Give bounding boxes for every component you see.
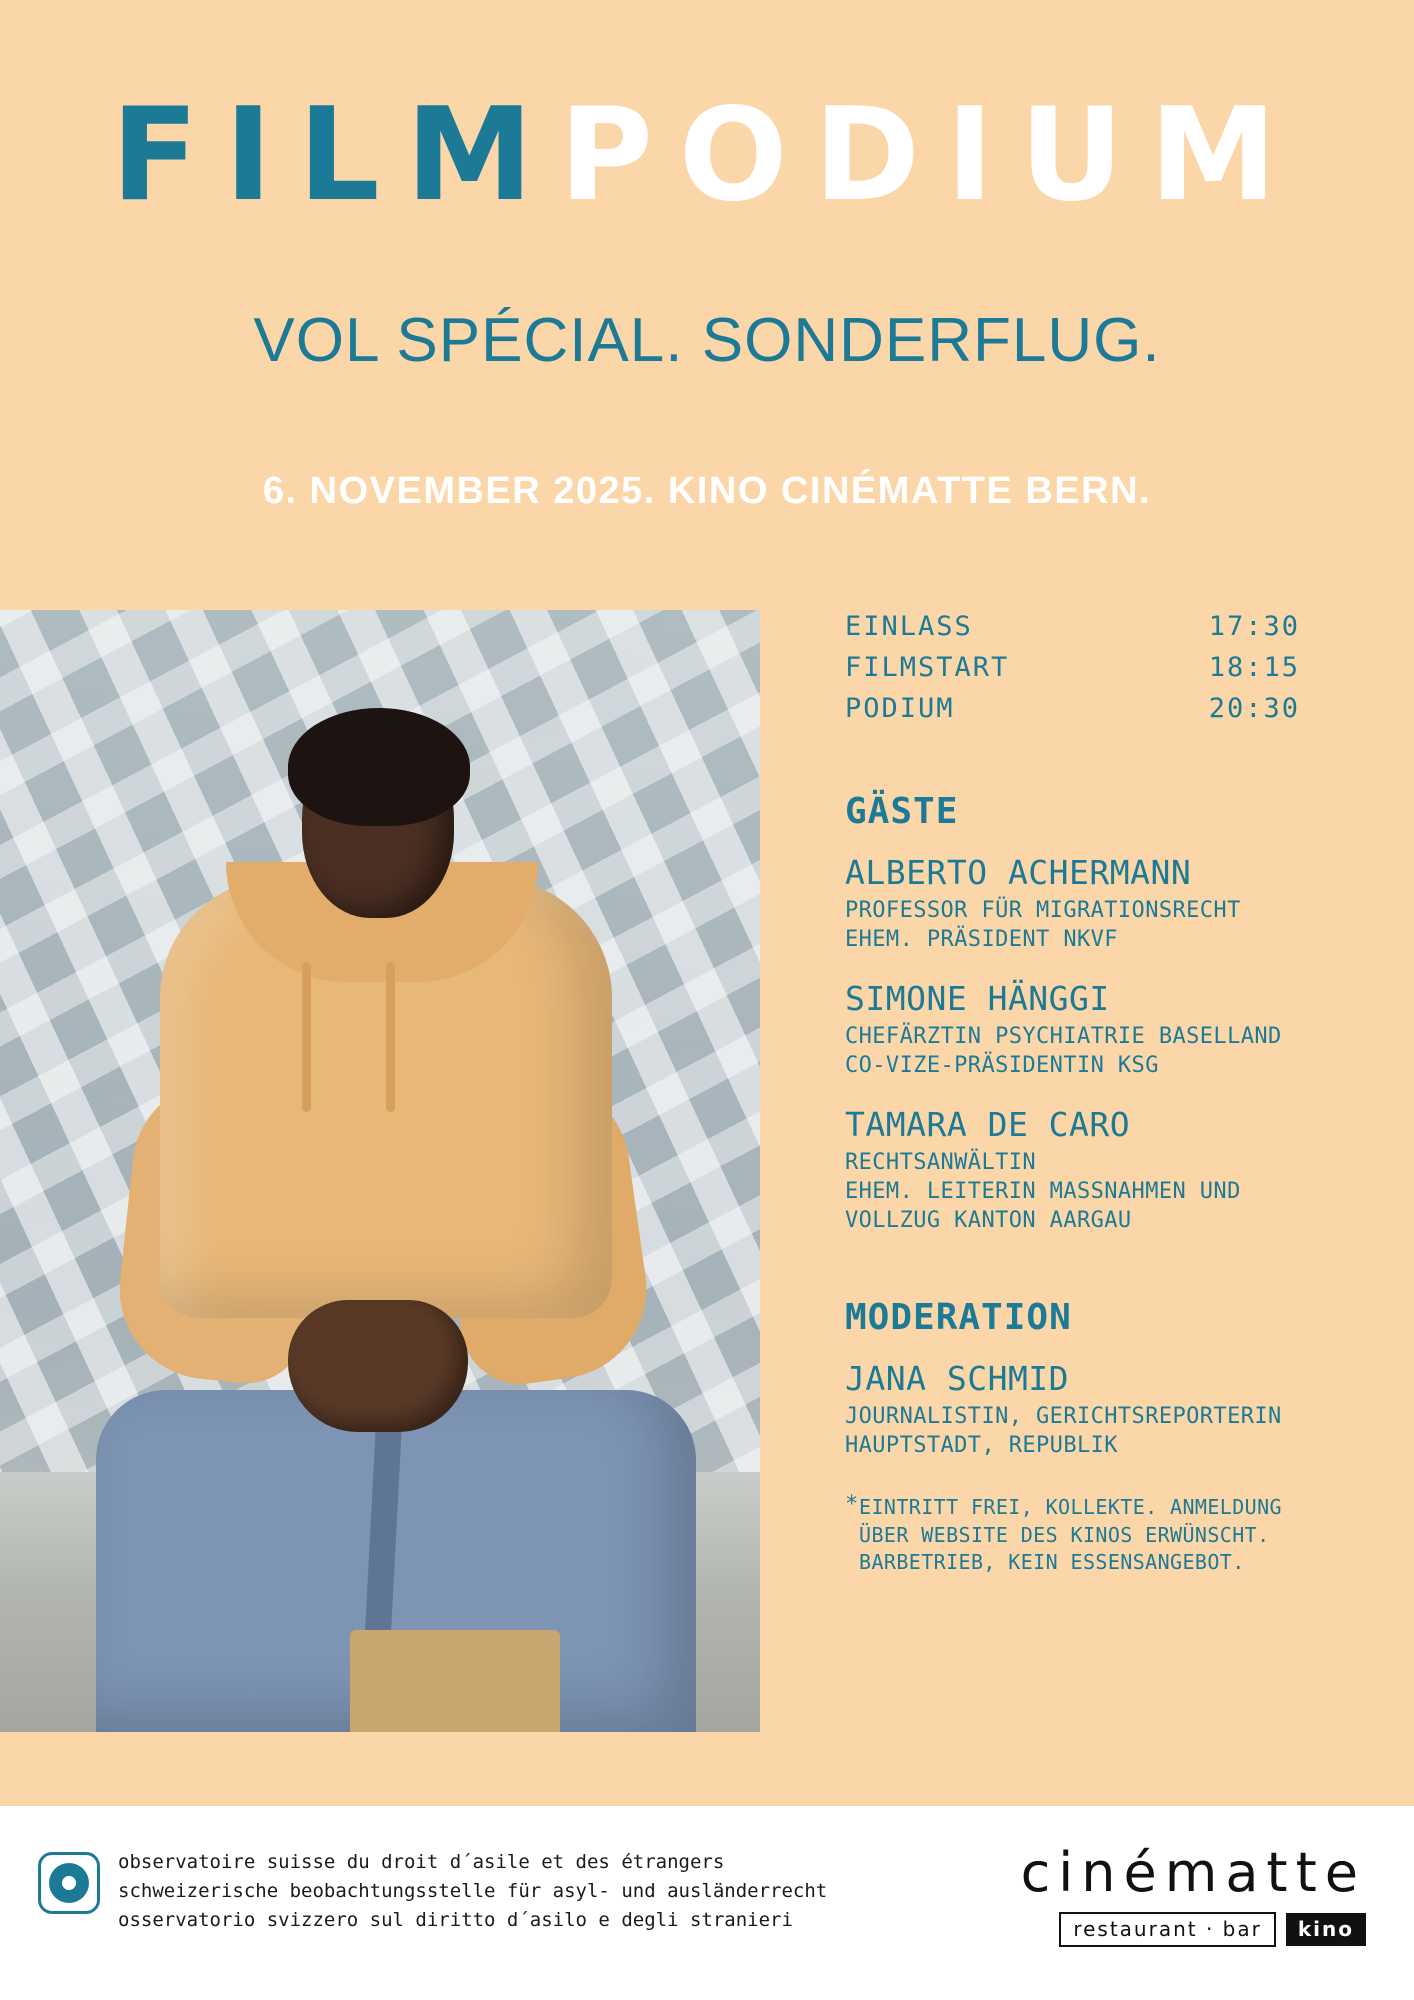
- venue-name: cinématte: [1020, 1841, 1366, 1904]
- schedule-time: 20:30: [1208, 693, 1300, 725]
- moderator-role: [845, 1402, 1305, 1460]
- schedule-row: [845, 606, 1300, 647]
- venue-kino-badge: kino: [1286, 1913, 1366, 1946]
- moderator-item: [845, 1360, 1305, 1460]
- title-film: FILM: [111, 81, 560, 230]
- guest-role-line: RECHTSANWÄLTIN: [845, 1150, 1037, 1176]
- schedule-row: [845, 647, 1300, 688]
- guest-role-line: PROFESSOR FÜR MIGRATIONSRECHT: [845, 898, 1241, 924]
- moderation-heading: MODERATION: [845, 1297, 1072, 1339]
- schedule-label: FILMSTART: [845, 652, 1010, 684]
- schedule-label: PODIUM: [845, 693, 955, 725]
- schedule-list: [845, 606, 1300, 729]
- moderator-name: JANA SCHMID: [845, 1359, 1070, 1399]
- guest-name: TAMARA DE CARO: [845, 1105, 1131, 1145]
- photo-figure-hood-string-right: [386, 962, 395, 1112]
- venue-tagline-text: restaurant · bar: [1059, 1912, 1276, 1947]
- guests-heading: GÄSTE: [845, 791, 959, 833]
- guest-name: SIMONE HÄNGGI: [845, 979, 1110, 1019]
- event-details: [845, 606, 1305, 1577]
- poster-dateline: 6. NOVEMBER 2025. KINO CINÉMATTE BERN.: [262, 470, 1152, 512]
- organisation-names: [118, 1848, 827, 1935]
- note-line: ÜBER WEBSITE DES KINOS ERWÜNSCHT.: [859, 1522, 1270, 1547]
- photo-figure-hands: [288, 1300, 468, 1432]
- organisation-name-it: osservatorio svizzero sul diritto d´asilo e degli stranieri: [118, 1908, 793, 1931]
- observatory-logo-icon: [38, 1852, 100, 1914]
- photo-figure-seat: [350, 1630, 560, 1732]
- schedule-label: EINLASS: [845, 611, 973, 642]
- note-asterisk: *: [845, 1492, 859, 1518]
- schedule-row: [845, 688, 1300, 729]
- admission-note: [845, 1494, 1305, 1577]
- poster-subtitle: VOL SPÉCIAL. SONDERFLUG.: [253, 306, 1161, 375]
- guest-role: [845, 1022, 1305, 1080]
- guest-item: [845, 1106, 1305, 1235]
- guest-role-line: EHEM. PRÄSIDENT NKVF: [845, 927, 1118, 953]
- logo-center-dot: [62, 1876, 76, 1890]
- venue-logo: [1020, 1841, 1366, 1947]
- photo-figure-hood-string-left: [302, 962, 311, 1112]
- page-title: [0, 81, 1414, 230]
- title-podium: PODIUM: [559, 81, 1303, 230]
- footer: [0, 1806, 1414, 2000]
- organisation-name-de: schweizerische beobachtungsstelle für asyl- und ausländerrecht: [118, 1879, 828, 1902]
- guest-item: [845, 980, 1305, 1080]
- film-still-image: [0, 610, 760, 1732]
- guest-role: [845, 1148, 1305, 1235]
- organisation-name-fr: observatoire suisse du droit d´asile et des étrangers: [118, 1851, 725, 1873]
- guest-role-line: VOLLZUG KANTON AARGAU: [845, 1208, 1132, 1234]
- schedule-time: 18:15: [1208, 652, 1300, 684]
- guest-role-line: CO-VIZE-PRÄSIDENTIN KSG: [845, 1053, 1159, 1079]
- guest-role-line: CHEFÄRZTIN PSYCHIATRIE BASELLAND: [845, 1024, 1282, 1050]
- note-line: EINTRITT FREI, KOLLEKTE. ANMELDUNG: [859, 1495, 1282, 1520]
- guest-name: ALBERTO ACHERMANN: [845, 853, 1192, 893]
- guest-role-line: EHEM. LEITERIN MASSNAHMEN UND: [845, 1179, 1241, 1205]
- schedule-time: 17:30: [1208, 611, 1300, 642]
- photo-figure-hair: [288, 708, 470, 826]
- venue-tagline: [1021, 1912, 1366, 1947]
- moderator-role-line: HAUPTSTADT, REPUBLIK: [845, 1433, 1118, 1459]
- note-line: BARBETRIEB, KEIN ESSENSANGEBOT.: [859, 1550, 1245, 1575]
- guest-role: [845, 896, 1305, 954]
- moderator-role-line: JOURNALISTIN, GERICHTSREPORTERIN: [845, 1404, 1282, 1430]
- guest-item: [845, 854, 1305, 954]
